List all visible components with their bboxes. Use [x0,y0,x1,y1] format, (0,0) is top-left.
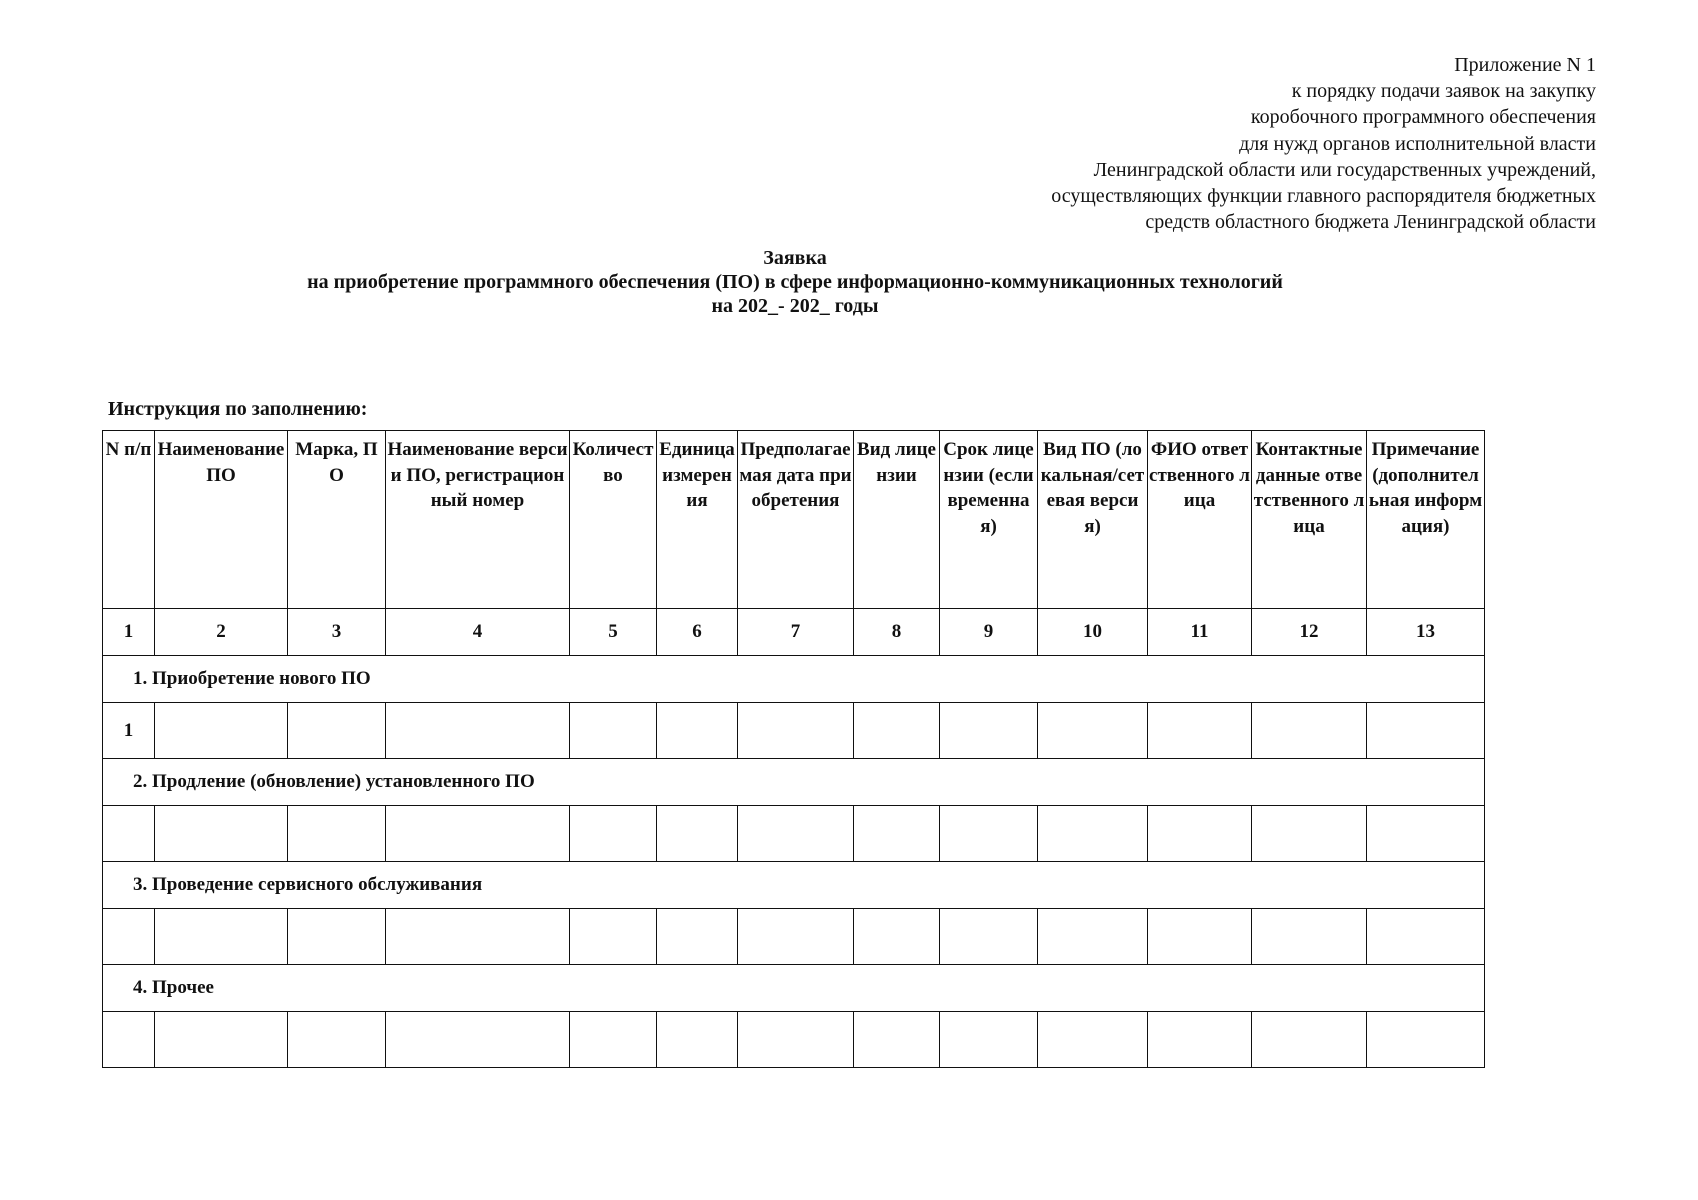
table-cell [1367,909,1485,965]
header-row [103,431,1485,609]
table-cell [657,1012,738,1068]
table-cell [738,806,854,862]
table-cell [1148,909,1252,965]
column-header: Наименование версии ПО, регистрационный номер [386,431,570,609]
table-cell [103,1012,155,1068]
title-line-3: на 202_- 202_ годы [711,295,879,317]
column-number: 9 [940,609,1038,656]
column-number: 10 [1038,609,1148,656]
table-cell [288,1012,386,1068]
column-number: 11 [1148,609,1252,656]
appendix-line: коробочного программного обеспечения [1250,106,1596,129]
table-cell [1038,909,1148,965]
table-cell [570,909,657,965]
section-title: 2. Продление (обновление) установленного ПО [103,759,1485,806]
instructions-label: Инструкция по заполнению: [108,398,368,420]
table-cell [1038,1012,1148,1068]
table-cell: 1 [103,703,155,759]
table-cell [103,806,155,862]
table-cell [1038,703,1148,759]
table-row [103,806,1485,862]
table-row [103,703,1485,759]
appendix-line: к порядку подачи заявок на закупку [1291,80,1596,103]
column-number-row [103,609,1485,656]
column-number: 1 [103,609,155,656]
table-cell [1038,806,1148,862]
table-cell [1148,806,1252,862]
column-header: Вид ПО (локальная/сетевая версия) [1038,431,1148,609]
appendix-line: Приложение N 1 [1454,54,1596,76]
table-cell [570,806,657,862]
section-row [103,759,1485,806]
table-cell [1252,909,1367,965]
appendix-line: Ленинградской области или государственных учреждений, [1093,158,1596,181]
table-cell [1148,703,1252,759]
title-line-2: на приобретение программного обеспечения (ПО) в сфере информационно-коммуникационных технологий [307,271,1283,293]
table-cell [1367,1012,1485,1068]
table-cell [854,1012,940,1068]
table-cell [854,806,940,862]
table-cell [386,1012,570,1068]
table-cell [386,703,570,759]
column-number: 7 [738,609,854,656]
table-cell [155,806,288,862]
column-header: Единица измерения [657,431,738,609]
section-row [103,965,1485,1012]
section-title: 1. Приобретение нового ПО [103,656,1485,703]
table-cell [570,1012,657,1068]
table-cell [657,909,738,965]
table-cell [1252,806,1367,862]
table-cell [155,1012,288,1068]
table-cell [386,909,570,965]
table-cell [940,1012,1038,1068]
column-header: Вид лицензии [854,431,940,609]
request-table [102,430,1485,1068]
document-title [140,246,1450,318]
table-cell [288,703,386,759]
table-cell [1367,703,1485,759]
column-header: Контактные данные ответственного лица [1252,431,1367,609]
table-cell [940,806,1038,862]
table-cell [1252,1012,1367,1068]
table-cell [386,806,570,862]
column-number: 12 [1252,609,1367,656]
appendix-note [1051,52,1596,235]
table-cell [288,806,386,862]
table-cell [854,703,940,759]
column-header: Количество [570,431,657,609]
table-cell [155,909,288,965]
table-cell [738,909,854,965]
section-title: 4. Прочее [103,965,1485,1012]
table-cell [738,703,854,759]
column-number: 8 [854,609,940,656]
table-cell [103,909,155,965]
table-cell [738,1012,854,1068]
column-number: 4 [386,609,570,656]
table-row [103,1012,1485,1068]
column-header: ФИО ответственного лица [1148,431,1252,609]
column-number: 13 [1367,609,1485,656]
column-number: 2 [155,609,288,656]
section-title: 3. Проведение сервисного обслуживания [103,862,1485,909]
column-header: N п/п [103,431,155,609]
table-cell [1252,703,1367,759]
title-line-1: Заявка [763,247,827,269]
section-row [103,656,1485,703]
table-cell [657,703,738,759]
column-header: Предполагаемая дата приобретения [738,431,854,609]
table-cell [940,909,1038,965]
table-row [103,909,1485,965]
appendix-line: средств областного бюджета Ленинградской области [1145,211,1596,234]
table-cell [288,909,386,965]
table-cell [940,703,1038,759]
column-header: Наименование ПО [155,431,288,609]
table-cell [1148,1012,1252,1068]
appendix-line: для нужд органов исполнительной власти [1239,132,1596,155]
column-number: 3 [288,609,386,656]
column-header: Срок лицензии (если временная) [940,431,1038,609]
table-cell [570,703,657,759]
section-row [103,862,1485,909]
table-cell [854,909,940,965]
column-number: 6 [657,609,738,656]
appendix-line: осуществляющих функции главного распорядителя бюджетных [1051,185,1596,208]
table-cell [1367,806,1485,862]
column-number: 5 [570,609,657,656]
table-cell [657,806,738,862]
column-header: Примечание (дополнительная информация) [1367,431,1485,609]
table-cell [155,703,288,759]
column-header: Марка, ПО [288,431,386,609]
